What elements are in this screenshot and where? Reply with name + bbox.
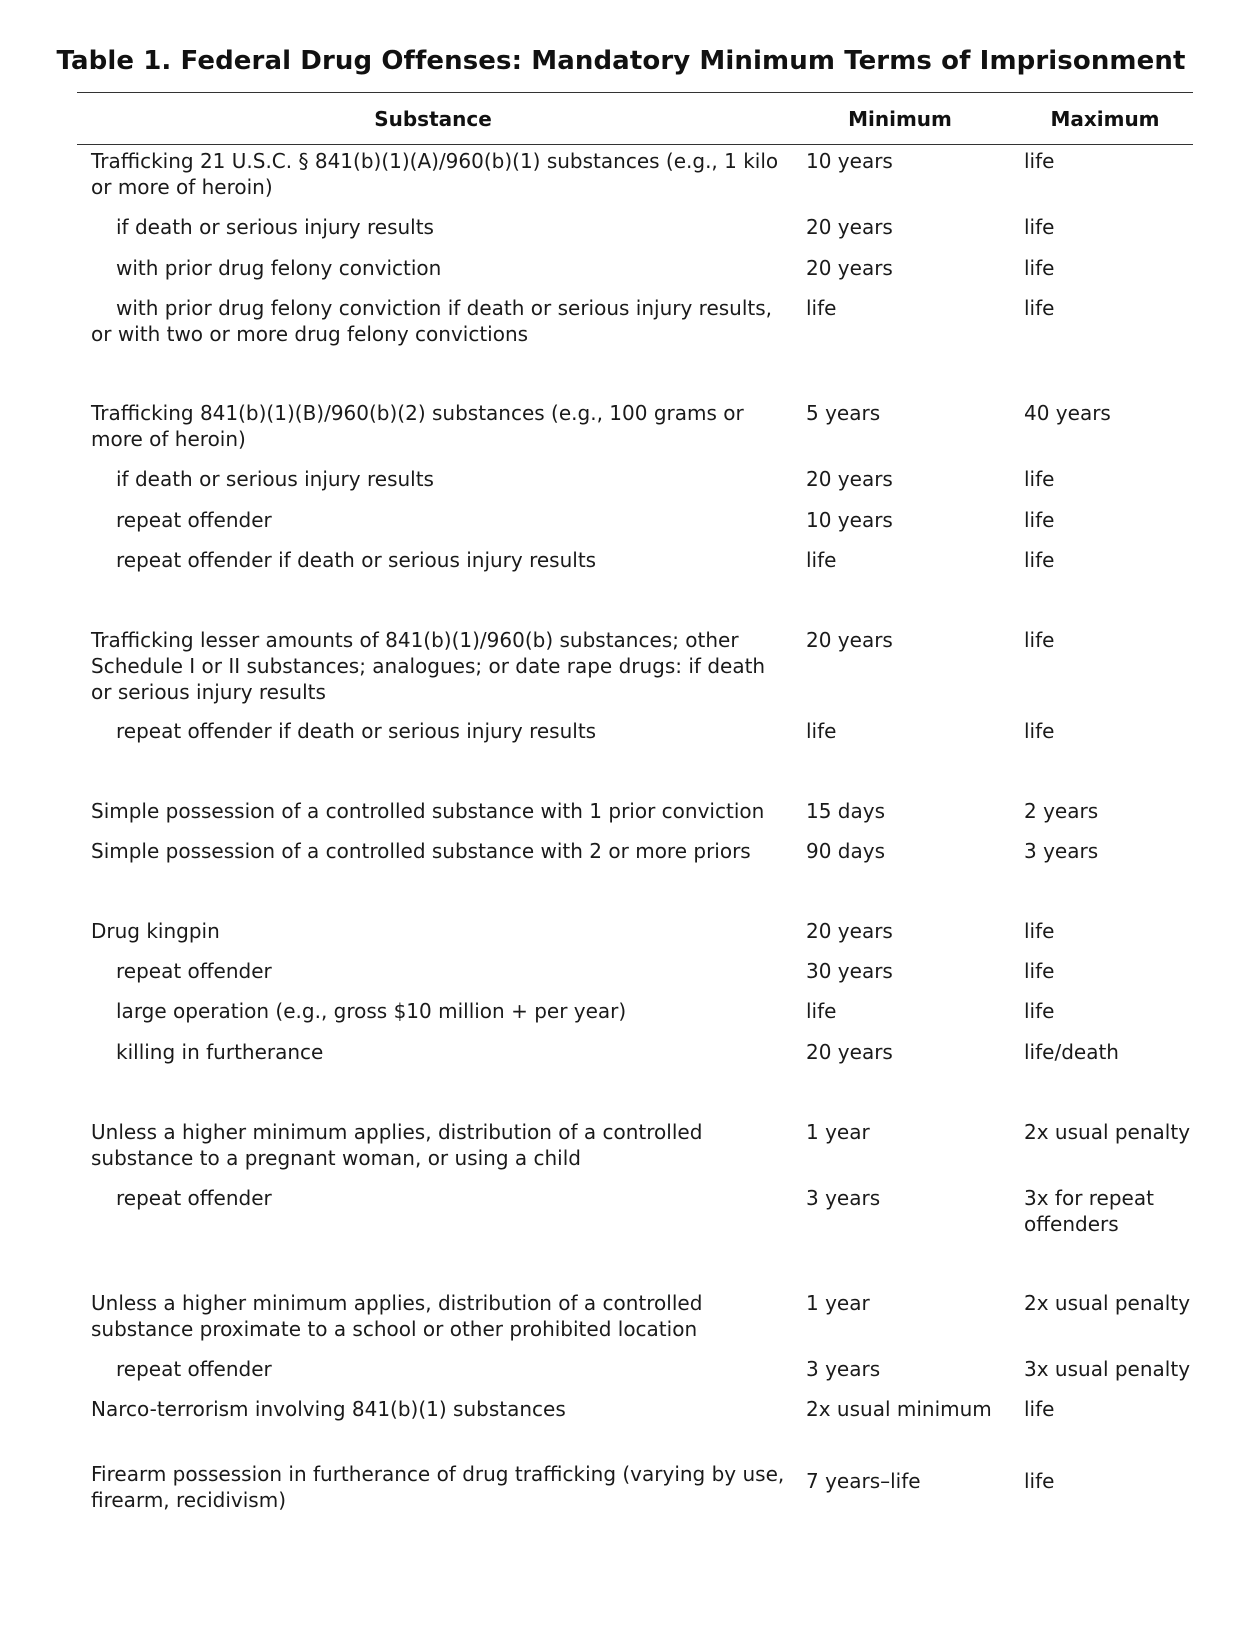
substance-cell: repeat offender if death or serious injury results	[116, 719, 597, 743]
maximum-cell: life	[1024, 719, 1055, 743]
minimum-cell: 15 days	[806, 799, 886, 823]
substance-cell: repeat offender	[116, 1357, 272, 1381]
minimum-cell: 30 years	[806, 959, 893, 983]
substance-cell: Trafficking 841(b)(1)(B)/960(b)(2) substances (e.g., 100 grams or more of heroin)	[91, 401, 744, 451]
maximum-cell: life	[1024, 1469, 1055, 1493]
substance-cell: Simple possession of a controlled substance with 1 prior conviction	[91, 799, 765, 823]
maximum-cell: 40 years	[1024, 401, 1111, 425]
substance-cell: repeat offender if death or serious injury results	[116, 548, 597, 572]
minimum-cell: 1 year	[806, 1291, 870, 1315]
minimum-cell: 5 years	[806, 401, 881, 425]
substance-cell: repeat offender	[116, 508, 272, 532]
substance-cell: Firearm possession in furtherance of drug trafficking (varying by use, firearm, recidivism)	[91, 1462, 785, 1512]
maximum-cell: life	[1024, 215, 1055, 239]
substance-cell: if death or serious injury results	[116, 467, 434, 491]
substance-cell: repeat offender	[116, 1186, 272, 1210]
minimum-cell: 7 years–life	[806, 1469, 921, 1493]
maximum-cell: life	[1024, 959, 1055, 983]
substance-cell: Trafficking 21 U.S.C. § 841(b)(1)(A)/960(b)(1) substances (e.g., 1 kilo or more of heroin)	[91, 149, 779, 199]
minimum-cell: life	[806, 296, 837, 320]
minimum-cell: 3 years	[806, 1357, 881, 1381]
table-title: Table 1. Federal Drug Offenses: Mandatory Minimum Terms of Imprisonment	[56, 46, 1186, 76]
minimum-cell: life	[806, 548, 837, 572]
minimum-cell: 20 years	[806, 467, 893, 491]
minimum-cell: 20 years	[806, 1040, 893, 1064]
maximum-cell: life	[1024, 919, 1055, 943]
substance-cell: with prior drug felony conviction	[116, 256, 442, 280]
header-bottom-rule	[77, 144, 1193, 145]
maximum-cell: 2x usual penalty	[1024, 1120, 1191, 1144]
column-header-minimum: Minimum	[848, 107, 952, 131]
minimum-cell: 3 years	[806, 1186, 881, 1210]
maximum-cell: life	[1024, 149, 1055, 173]
maximum-cell: life	[1024, 508, 1055, 532]
minimum-cell: 20 years	[806, 919, 893, 943]
maximum-cell: 2x usual penalty	[1024, 1291, 1191, 1315]
minimum-cell: life	[806, 999, 837, 1023]
substance-cell: Unless a higher minimum applies, distribution of a controlled substance proximate to a school or other prohibited location	[91, 1291, 703, 1341]
minimum-cell: 20 years	[806, 628, 893, 652]
maximum-cell: life/death	[1024, 1040, 1119, 1064]
substance-cell: Unless a higher minimum applies, distribution of a controlled substance to a pregnant woman, or using a child	[91, 1120, 703, 1170]
column-header-substance: Substance	[374, 107, 492, 131]
substance-cell: if death or serious injury results	[116, 215, 434, 239]
maximum-cell: 3x usual penalty	[1024, 1357, 1191, 1381]
maximum-cell: 3x for repeat offenders	[1024, 1186, 1154, 1236]
substance-cell: with prior drug felony conviction if death or serious injury results, or with two or more drug felony convictions	[91, 296, 773, 346]
maximum-cell: life	[1024, 1397, 1055, 1421]
minimum-cell: 90 days	[806, 839, 886, 863]
header-top-rule	[77, 92, 1193, 93]
substance-cell: repeat offender	[116, 959, 272, 983]
substance-cell: Narco-terrorism involving 841(b)(1) substances	[91, 1397, 566, 1421]
minimum-cell: 1 year	[806, 1120, 870, 1144]
maximum-cell: life	[1024, 296, 1055, 320]
minimum-cell: 10 years	[806, 149, 893, 173]
maximum-cell: life	[1024, 999, 1055, 1023]
column-header-maximum: Maximum	[1050, 107, 1160, 131]
minimum-cell: 20 years	[806, 215, 893, 239]
maximum-cell: 2 years	[1024, 799, 1099, 823]
substance-cell: Trafficking lesser amounts of 841(b)(1)/960(b) substances; other Schedule I or II substances; analogues; or date rape drugs: if death or serious injury results	[91, 628, 766, 704]
maximum-cell: life	[1024, 467, 1055, 491]
substance-cell: large operation (e.g., gross $10 million + per year)	[116, 999, 627, 1023]
substance-cell: Simple possession of a controlled substance with 2 or more priors	[91, 839, 751, 863]
substance-cell: killing in furtherance	[116, 1040, 324, 1064]
maximum-cell: life	[1024, 256, 1055, 280]
maximum-cell: 3 years	[1024, 839, 1099, 863]
maximum-cell: life	[1024, 548, 1055, 572]
minimum-cell: 20 years	[806, 256, 893, 280]
maximum-cell: life	[1024, 628, 1055, 652]
minimum-cell: 10 years	[806, 508, 893, 532]
minimum-cell: 2x usual minimum	[806, 1397, 992, 1421]
substance-cell: Drug kingpin	[91, 919, 220, 943]
minimum-cell: life	[806, 719, 837, 743]
